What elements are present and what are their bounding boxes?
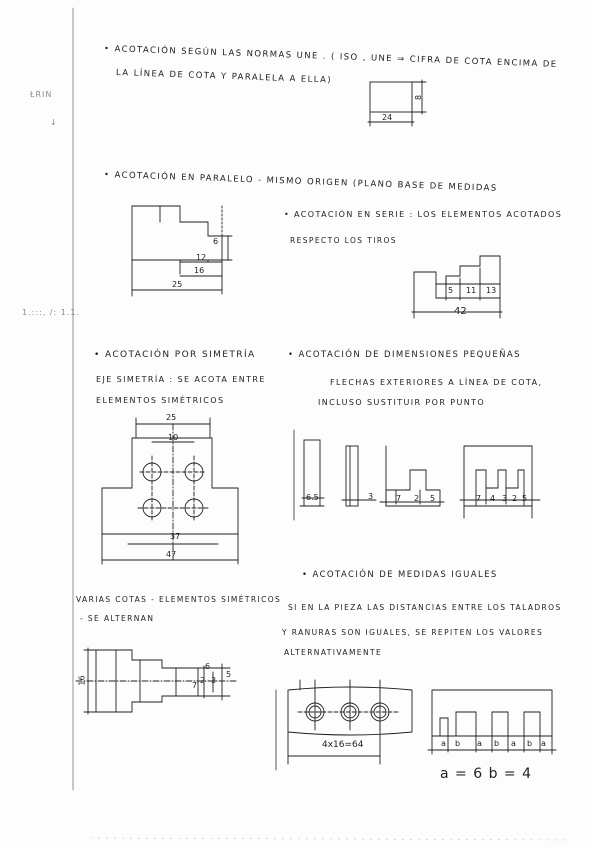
s2-drawing [132, 206, 232, 296]
s2-dim-12: 12 [196, 253, 207, 262]
s4-title: • ACOTACIÓN POR SIMETRÍA [94, 350, 256, 360]
s5-dim-4: 4 [490, 494, 496, 503]
s2-dim-16: 16 [194, 266, 205, 275]
s3-line2: RESPECTO LOS TIROS [290, 236, 397, 245]
s7-drawing [276, 680, 412, 770]
s3-dim-13: 13 [486, 286, 497, 295]
s4-line2: ELEMENTOS SIMÉTRICOS [96, 396, 225, 405]
s6-dim-3: 3 [211, 676, 217, 685]
s7-grooves-drawing [428, 690, 556, 754]
s6-dim-7: 7 [192, 681, 198, 690]
s5-line2: INCLUSO SUSTITUIR POR PUNTO [318, 398, 486, 407]
s4-dim-10: 10 [168, 433, 179, 442]
s6-dim-5: 5 [226, 670, 232, 679]
s4-dim-25: 25 [166, 413, 177, 422]
s7-line2: Y RANURAS SON IGUALES, SE REPITEN LOS VALORES [282, 628, 544, 637]
margin-note-top: ŁRIN [30, 90, 53, 99]
s1-line2: LA LÍNEA DE COTA Y PARALELA A ELLA) [115, 68, 333, 86]
s5-dim-6-5: 6.5 [306, 493, 319, 502]
s7-dim-b2: b [494, 739, 500, 748]
s5-dim-2a: 2 [414, 494, 420, 503]
s7-dim-a3: a [511, 739, 516, 748]
s5-dim-2b: 2 [512, 494, 518, 503]
s4-drawing [102, 418, 238, 564]
s5-dim-3b: 3 [502, 494, 508, 503]
s5-dim-5a: 5 [430, 494, 436, 503]
s6-line1: VARIAS COTAS - ELEMENTOS SIMÉTRICOS [76, 595, 282, 604]
s1-dim-height: 8 [414, 94, 424, 101]
s5-title: • ACOTACIÓN DE DIMENSIONES PEQUEÑAS [288, 350, 521, 360]
margin-note-mid: 1.:::, /: 1.1. [22, 308, 81, 317]
s3-dim-42: 42 [454, 306, 467, 317]
s5-dim-5b: 5 [522, 494, 528, 503]
s6-dim-16: 16 [77, 675, 87, 686]
s4-dim-37: 37 [170, 532, 181, 541]
s7-dim-a1: a [441, 739, 446, 748]
s7-line3: ALTERNATIVAMENTE [284, 648, 383, 657]
s2-dim-6: 6 [213, 237, 219, 246]
s4-line1: EJE SIMETRÍA : SE ACOTA ENTRE [96, 375, 266, 384]
s5-dim-7b: 7 [476, 494, 482, 503]
s7-equation: a = 6 b = 4 [440, 766, 532, 782]
s7-title: • ACOTACIÓN DE MEDIDAS IGUALES [302, 570, 498, 580]
margin-note-arrow: ↓ [50, 118, 58, 127]
s2-dim-25: 25 [172, 280, 183, 289]
s3-line1: • ACOTACIÓN EN SERIE : LOS ELEMENTOS ACOTADOS [284, 210, 563, 219]
s6-dim-6: 6 [205, 662, 211, 671]
s3-dim-11: 11 [466, 286, 477, 295]
s7-dim-b3: b [527, 739, 533, 748]
s3-dim-5: 5 [448, 286, 454, 295]
s6-dim-2: 2 [200, 676, 206, 685]
s2-title: • ACOTACIÓN EN PARALELO - MISMO ORIGEN (PLANO BASE DE MEDIDAS [103, 170, 498, 194]
s5-drawing [294, 430, 540, 520]
s5-dim-3: 3 [368, 492, 374, 501]
s3-drawing [412, 256, 502, 318]
s7-dim-a4: a [541, 739, 546, 748]
s6-line2: - SE ALTERNAN [80, 614, 155, 623]
s7-line1: SI EN LA PIEZA LAS DISTANCIAS ENTRE LOS TALADROS [288, 603, 562, 612]
s5-line1: FLECHAS EXTERIORES A LÍNEA DE COTA, [330, 378, 543, 387]
scan-noise [90, 838, 570, 840]
s7-dim-b1: b [455, 739, 461, 748]
s1-line1: • ACOTACIÓN SEGÚN LAS NORMAS UNE . ( ISO , UNE ⇒ CIFRA DE COTA ENCIMA DE [103, 44, 558, 70]
s6-drawing [76, 648, 236, 714]
s5-dim-7a: 7 [396, 494, 402, 503]
s1-dim-width: 24 [382, 113, 393, 122]
s4-dim-47: 47 [166, 550, 177, 559]
s7-dim-4x16: 4x16=64 [322, 740, 364, 750]
s1-drawing [368, 80, 426, 126]
s7-dim-a2: a [477, 739, 482, 748]
